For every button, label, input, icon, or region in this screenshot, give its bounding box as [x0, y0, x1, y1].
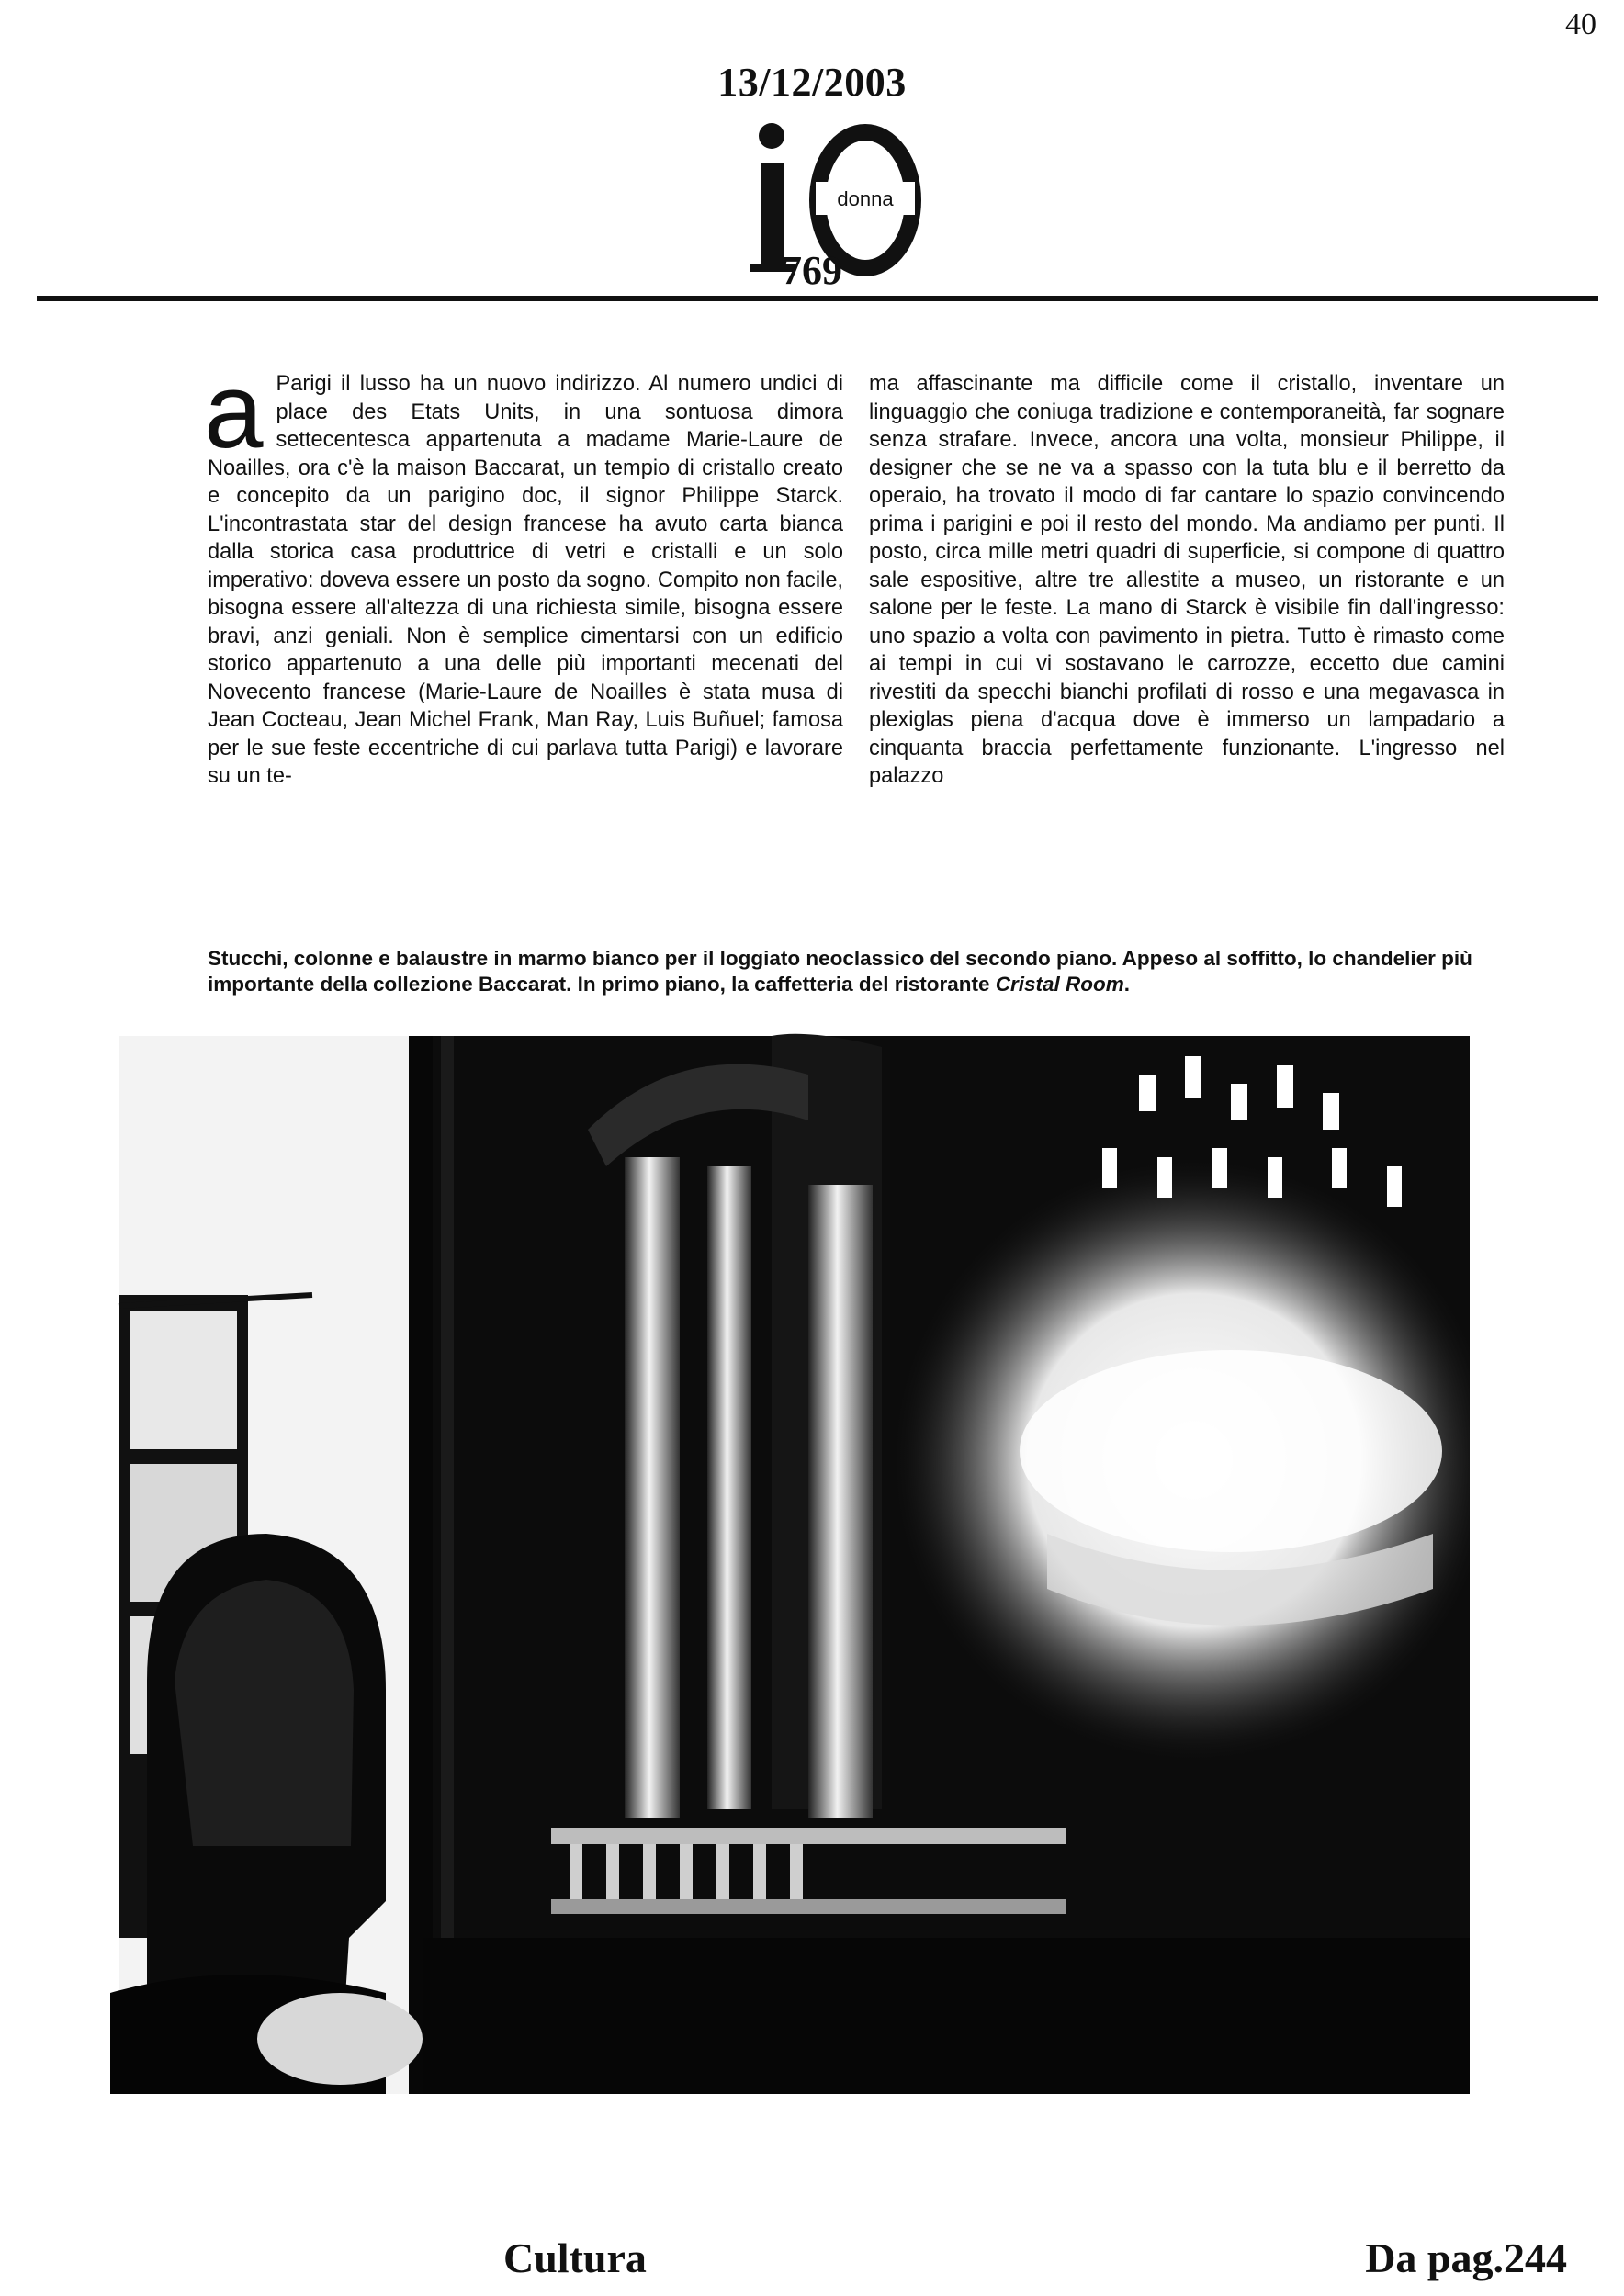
photo-caption	[208, 946, 1530, 997]
logo-i-dot	[759, 123, 784, 149]
section-label: Cultura	[503, 2234, 647, 2281]
photo-loggia-chandelier	[110, 1019, 1470, 2094]
header-rule	[37, 296, 1598, 301]
caption-end: .	[1123, 973, 1131, 996]
article-body	[204, 351, 1505, 903]
publication-date: 13/12/2003	[717, 60, 907, 105]
drop-cap: a	[204, 351, 264, 470]
masthead	[0, 59, 1624, 293]
article-column-left	[204, 351, 843, 791]
page-number: 40	[1565, 7, 1596, 41]
caption-text: Stucchi, colonne e balaustre in marmo bianco per il loggiato neoclassico del secondo piano. Appeso al soffitto, lo chandelier più importante della collezione Baccarat. In primo piano, la caffetteria del ristorante	[208, 947, 1472, 996]
column-1-text: Parigi il lusso ha un nuovo indirizzo. Al numero undici di place des Etats Units, in una sontuosa dimora settecentesca appartenuta a madame Marie-Laure de Noailles, ora c'è la maison Baccarat, un tempio di cristallo creato e concepito da un parigino doc, il signor Philippe Starck. L'incontrastata star del design francese ha avuto carta bianca dalla storica casa produttrice di vetri e cristalli e un solo imperativo: doveva essere un posto da sogno. Compito non facile, bisogna essere all'altezza di una richiesta simile, bisogna essere bravi, anzi geniali. Non è semplice cimentarsi con un edificio storico appartenuto a una delle più importanti mecenati del Novecento francese (Marie-Laure de Noailles è stata musa di Jean Cocteau, Jean Michel Frank, Man Ray, Luis Buñuel; famosa per le sue feste eccentriche di cui parlava tutta Parigi) e lavorare su un te-	[208, 372, 843, 788]
source-page: Da pag.244	[1365, 2234, 1567, 2281]
article-photo	[110, 1019, 1470, 2094]
article-column-right	[869, 370, 1505, 791]
column-2-text: ma affascinante ma difficile come il cristallo, inventare un linguaggio che coniuga tradizione e contemporaneità, far sognare senza strafare. Invece, ancora una volta, monsieur Philippe, il designer che se ne va a spasso con la tuta blu e il berretto da operaio, ha trovato il modo di far cantare lo spazio convincendo prima i parigini e poi il resto del mondo. Ma andiamo per punti. Il posto, circa mille metri quadri di superficie, si compone di quattro sale espositive, altre tre allestite a museo, un ristorante e un salone per le feste. La mano di Starck è visibile fin dall'ingresso: uno spazio a volta con pavimento in pietra. Tutto è rimasto come ai tempi in cui vi sostavano le carrozze, eccetto due camini rivestiti da specchi bianchi profilati di rosso e una megavasca in plexiglas piena d'acqua dove è immerso un lampadario a cinquanta braccia perfettamente funzionante. L'ingresso nel palazzo	[869, 372, 1505, 788]
caption-italic: Cristal Room	[995, 973, 1124, 996]
issue-number: 769	[782, 248, 842, 293]
logo-sub-text: donna	[837, 187, 894, 210]
